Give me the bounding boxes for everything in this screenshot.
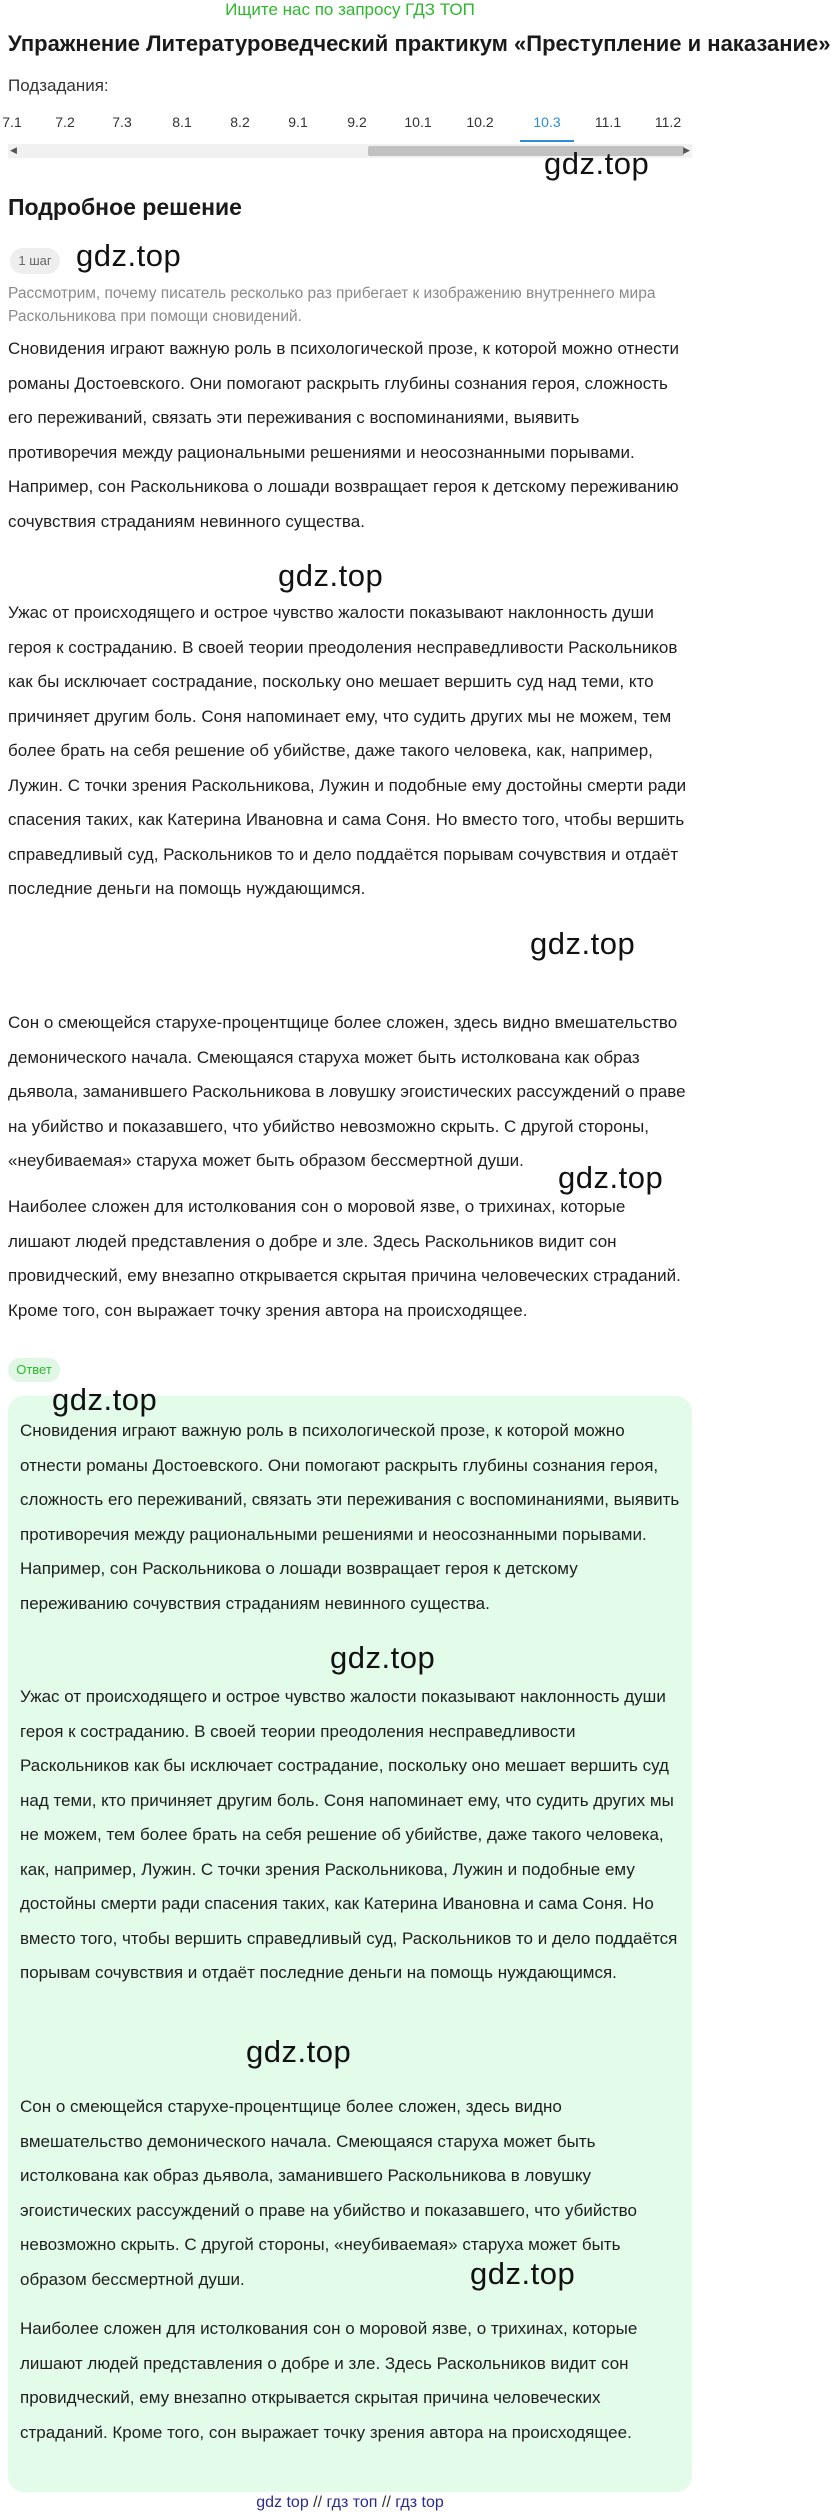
subtask-link[interactable]: 10.2 xyxy=(466,114,494,130)
watermark: gdz.top xyxy=(52,1382,158,1417)
footer-link-gdz-top-mixed[interactable]: гдз top xyxy=(395,2494,444,2511)
solution-paragraph: Сон о смеющейся старухе-процентщице более сложен, здесь видно вмешательство демонического начала. Смеющаяся старуха может быть истолкована как образ дьявола, заманившего Раскольникова в ловушку эгоистических рассуждений о праве на убийство и показавшего, что убийство невозможно скрыть. С другой стороны, «неубиваемая» старуха может быть образом бессмертной души. xyxy=(8,1013,686,1170)
solution-paragraph: Наиболее сложен для истолкования сон о моровой язве, о трихинах, которые лишают людей представления о добре и зле. Здесь Раскольников видит сон провидческий, ему внезапно открывается скрытая причина человеческих страданий. Кроме того, сон выражает точку зрения автора на происходящее. xyxy=(8,1197,681,1320)
answer-paragraph: Ужас от происходящего и острое чувство жалости показывают наклонность души героя к состраданию. В своей теории преодоления несправедливости Раскольников как бы исключает сострадание, поскольку оно мешает вершить суд над теми, кто причиняет другим боль. Соня напоминает ему, что судить других мы не можем, тем более брать на себя решение об убийстве, даже такого человека, как, например, Лужин. С точки зрения Раскольникова, Лужин и подобные ему достойны смерти ради спасения таких, как Катерина Ивановна и сама Соня. Но вместо того, чтобы вершить справедливый суд, Раскольников то и дело поддаётся порывам сочувствия и отдаёт последние деньги на помощь нуждающимся. xyxy=(20,1687,678,1982)
subtask-nav xyxy=(0,106,700,142)
subtask-link[interactable]: 9.1 xyxy=(288,114,308,130)
solution-paragraph: Сновидения играют важную роль в психологической прозе, к которой можно отнести романы Достоевского. Они помогают раскрыть глубины сознания героя, сложность его переживаний, связать эти переживания с воспоминаниями, выявить противоречия между рациональными решениями и неосознанными порывами. Например, сон Раскольникова о лошади возвращает героя к детскому переживанию сочувствия страданиям невинного существа. xyxy=(8,339,679,531)
step-badge: 1 шаг xyxy=(10,248,60,274)
answer-paragraph: Сновидения играют важную роль в психологической прозе, к которой можно отнести романы Достоевского. Они помогают раскрыть глубины сознания героя, сложность его переживаний, связать эти переживания с воспоминаниями, выявить противоречия между рациональными решениями и неосознанными порывами. Например, сон Раскольникова о лошади возвращает героя к детскому переживанию сочувствия страданиям невинного существа. xyxy=(20,1421,680,1613)
footer-separator: // xyxy=(313,2494,323,2511)
subtask-link[interactable]: 9.2 xyxy=(347,114,367,130)
watermark: gdz.top xyxy=(470,2256,576,2291)
solution-paragraph: Ужас от происходящего и острое чувство жалости показывают наклонность души героя к состраданию. В своей теории преодоления несправедливости Раскольников как бы исключает сострадание, поскольку оно мешает вершить суд над теми, кто причиняет другим боль. Соня напоминает ему, что судить других мы не можем, тем более брать на себя решение об убийстве, даже такого человека, как, например, Лужин. С точки зрения Раскольникова, Лужин и подобные ему достойны смерти ради спасения таких, как Катерина Ивановна и сама Соня. Но вместо того, чтобы вершить справедливый суд, Раскольников то и дело поддаётся порывам сочувствия и отдаёт последние деньги на помощь нуждающимся. xyxy=(8,603,687,898)
scroll-right-arrow-icon[interactable]: ▶ xyxy=(683,145,690,155)
watermark: gdz.top xyxy=(278,558,384,593)
scroll-left-arrow-icon[interactable]: ◀ xyxy=(10,145,17,155)
subtasks-label: Подзадания: xyxy=(8,76,109,95)
page-title: Упражнение Литературоведческий практикум «Преступление и наказание» xyxy=(8,31,831,56)
active-subtask-underline xyxy=(520,140,574,142)
solution-heading: Подробное решение xyxy=(8,194,242,220)
answer-paragraph: Наиболее сложен для истолкования сон о моровой язве, о трихинах, которые лишают людей представления о добре и зле. Здесь Раскольников видит сон провидческий, ему внезапно открывается скрытая причина человеческих страданий. Кроме того, сон выражает точку зрения автора на происходящее. xyxy=(20,2319,638,2442)
answer-badge: Ответ xyxy=(8,1358,60,1382)
promo-banner: Ищите нас по запросу ГДЗ ТОП xyxy=(225,0,475,19)
subtask-link[interactable]: 11.1 xyxy=(594,114,622,130)
footer-link-gdz-top[interactable]: gdz top xyxy=(256,2494,309,2511)
answer-paragraph: Сон о смеющейся старухе-процентщице более сложен, здесь видно вмешательство демонического начала. Смеющаяся старуха может быть истолкована как образ дьявола, заманившего Раскольникова в ловушку эгоистических рассуждений о праве на убийство и показавшего, что убийство невозможно скрыть. С другой стороны, «неубиваемая» старуха может быть образом бессмертной души. xyxy=(20,2097,637,2289)
subtask-link[interactable]: 7.1 xyxy=(2,114,22,130)
watermark: gdz.top xyxy=(530,926,636,961)
watermark: gdz.top xyxy=(544,146,650,181)
subtask-link[interactable]: 7.3 xyxy=(112,114,132,130)
footer-link-gdz-top-ru[interactable]: гдз топ xyxy=(326,2494,378,2511)
watermark: gdz.top xyxy=(76,238,182,273)
subtask-link[interactable]: 10.1 xyxy=(404,114,432,130)
watermark: gdz.top xyxy=(246,2034,352,2069)
watermark: gdz.top xyxy=(558,1160,664,1195)
step-intro: Рассмотрим, почему писатель ресколько раз прибегает к изображению внутреннего мира Раскольникова при помощи сновидений. xyxy=(8,285,656,325)
subtask-link[interactable]: 7.2 xyxy=(55,114,75,130)
subtask-link[interactable]: 11.2 xyxy=(654,114,682,130)
subtask-link[interactable]: 8.2 xyxy=(230,114,250,130)
footer-separator: // xyxy=(381,2494,391,2511)
footer-links xyxy=(0,2492,700,2514)
subtask-link[interactable]: 8.1 xyxy=(172,114,192,130)
subtask-link-active[interactable]: 10.3 xyxy=(533,114,561,130)
watermark: gdz.top xyxy=(330,1640,436,1675)
